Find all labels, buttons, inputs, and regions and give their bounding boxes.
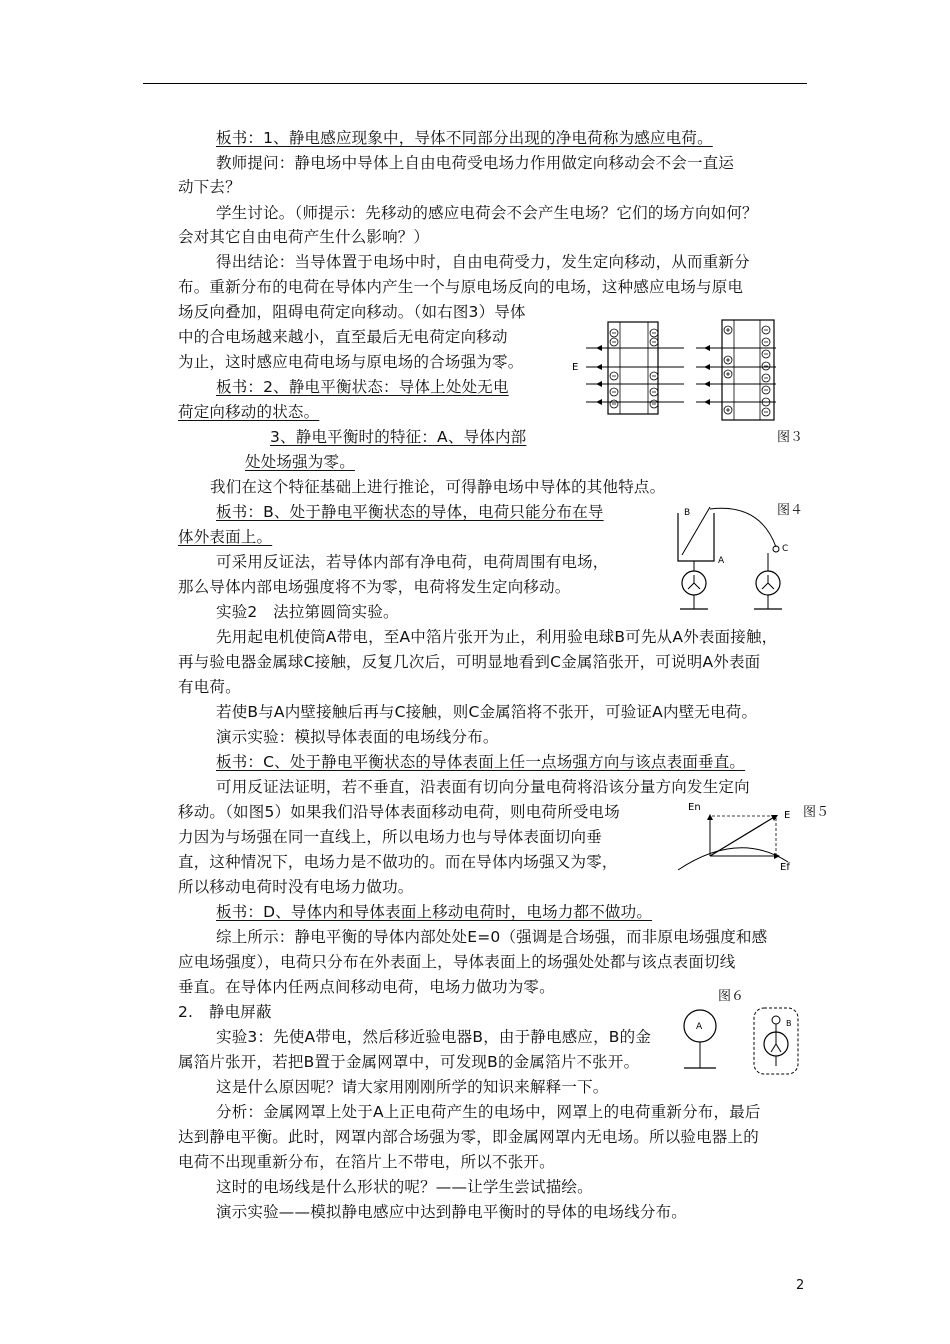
text-line: 为止，这时感应电荷电场与原电场的合场强为零。: [178, 353, 524, 371]
text-line: 再与验电器金属球C接触，反复几次后，可明显地看到C金属箔张开，可说明A外表面: [178, 653, 761, 671]
text-line: 达到静电平衡。此时，网罩内部合场强为零，即金属网罩内无电场。所以验电器上的: [178, 1128, 759, 1146]
text-line: 电荷不出现重新分布，在箔片上不带电，所以不张开。: [178, 1153, 555, 1171]
text-line: 应电场强度），电荷只分布在外表面上，导体表面上的场强处处都与该点表面切线: [178, 953, 736, 971]
text-line: 动下去？: [178, 178, 241, 196]
text-line: 布。重新分布的电荷在导体内产生一个与原电场反向的电场，这种感应电场与原电: [178, 278, 744, 296]
text-line: 会对其它自由电荷产生什么影响？）: [178, 228, 430, 246]
text-line: 分析：金属网罩上处于A上正电荷产生的电场中，网罩上的电荷重新分布，最后: [216, 1103, 761, 1121]
figure-3-diagram: [568, 312, 778, 424]
text-line: 若使B与A内壁接触后再与C接触，则C金属箔将不张开，可验证A内壁无电荷。: [216, 703, 758, 721]
text-line: 垂直。在导体内任两点间移动电荷，电场力做功为零。: [178, 978, 555, 996]
text-line: 力因为与场强在同一直线上，所以电场力也与导体表面切向垂: [178, 828, 602, 846]
text-line: 所以移动电荷时没有电场力做功。: [178, 878, 414, 896]
text-line: 可用反证法证明，若不垂直，沿表面有切向分量电荷将沿该分量方向发生定向: [216, 778, 750, 796]
fig5-label-e: E: [784, 810, 791, 821]
text-line: 可采用反证法，若导体内部有净电荷，电荷周围有电场，: [216, 553, 609, 571]
text-line: 板书：B、处于静电平衡状态的导体，电荷只能分布在导: [216, 503, 604, 521]
text-line: 学生讨论。（师提示：先移动的感应电荷会不会产生电场？它们的场方向如何？: [216, 204, 758, 222]
field-lines-left: [586, 348, 684, 402]
fig6-label-b: B: [786, 1019, 792, 1028]
text-line: 这是什么原因呢？请大家用刚刚所学的知识来解释一下。: [216, 1078, 609, 1096]
text-line: 得出结论：当导体置于电场中时，自由电荷受力，发生定向移动，从而重新分: [216, 253, 750, 271]
cylinder-a: [678, 513, 714, 561]
figure-5-caption: 图５: [803, 805, 830, 820]
text-line: 处处场强为零。: [245, 453, 355, 471]
text-line: 板书：2、静电平衡状态：导体上处处无电: [216, 378, 509, 396]
fig5-label-ef: Ef: [780, 862, 790, 873]
arrowheads-left: [596, 345, 602, 405]
text-line: 板书：D、导体内和导体表面上移动电荷时，电场力都不做功。: [216, 903, 653, 921]
text-line: 有电荷。: [178, 678, 241, 696]
fig3-label-e: E: [572, 362, 579, 373]
figure-6-diagram: [670, 1004, 800, 1076]
text-line: 移动。（如图5）如果我们沿导体表面移动电荷，则电荷所受电场: [178, 803, 620, 821]
text-line: 先用起电机使筒A带电，至A中箔片张开为止，利用验电球B可先从A外表面接触，: [216, 628, 778, 646]
fig5-label-en: En: [688, 802, 701, 813]
text-line: 场反向叠加，阻碍电荷定向移动。（如右图3）导体: [178, 303, 526, 321]
text-line: 直，这种情况下，电场力是不做功的。而在导体内场强又为零，: [178, 853, 618, 871]
fig4-label-b: B: [684, 508, 691, 518]
text-line: 那么导体内部电场强度将不为零，电荷将发生定向移动。: [178, 578, 571, 596]
text-line: 这时的电场线是什么形状的呢？——让学生尝试描绘。: [216, 1178, 593, 1196]
header-rule: [143, 83, 807, 84]
figure-3-caption: 图３: [777, 430, 804, 445]
text-line: 属箔片张开，若把B置于金属网罩中，可发现B的金属箔片不张开。: [178, 1053, 640, 1071]
text-line: 荷定向移动的状态。: [178, 403, 320, 421]
text-line: 板书：C、处于静电平衡状态的导体表面上任一点场强方向与该点表面垂直。: [216, 753, 746, 771]
text-line: 实验3：先使A带电，然后移近验电器B，由于静电感应，B的金: [216, 1028, 652, 1046]
charges-left: [610, 329, 658, 408]
text-line: 教师提问：静电场中导体上自由电荷受电场力作用做定向移动会不会一直运: [216, 154, 735, 172]
text-line: 体外表面上。: [178, 528, 273, 546]
fig4-label-a: A: [718, 556, 725, 566]
page-number: 2: [796, 1278, 805, 1293]
fig4-label-c: C: [782, 544, 789, 554]
figure-6-caption: 图６: [718, 989, 745, 1004]
text-line: 综上所示：静电平衡的导体内部处处E=0（强调是合场强，而非原电场强度和感: [216, 928, 768, 946]
text-line: 演示实验——模拟静电感应中达到静电平衡时的导体的电场线分布。: [216, 1203, 688, 1221]
text-line: 2. 静电屏蔽: [178, 1003, 272, 1021]
figure-5-diagram: [676, 798, 802, 880]
figure-4-diagram: [660, 505, 800, 613]
text-line: 实验2 法拉第圆筒实验。: [216, 603, 399, 621]
fig6-label-a: A: [696, 1022, 703, 1032]
text-line: 中的合电场越来越小，直至最后无电荷定向移动: [178, 328, 508, 346]
figure-4-caption: 图４: [777, 503, 804, 518]
text-line: 板书：1、静电感应现象中，导体不同部分出现的净电荷称为感应电荷。: [216, 129, 713, 147]
arrowheads-right: [704, 345, 710, 405]
text-line: 3、静电平衡时的特征：A、导体内部: [270, 428, 527, 446]
text-line: 演示实验：模拟导体表面的电场线分布。: [216, 728, 499, 746]
text-line: 我们在这个特征基础上进行推论，可得静电场中导体的其他特点。: [210, 478, 666, 496]
